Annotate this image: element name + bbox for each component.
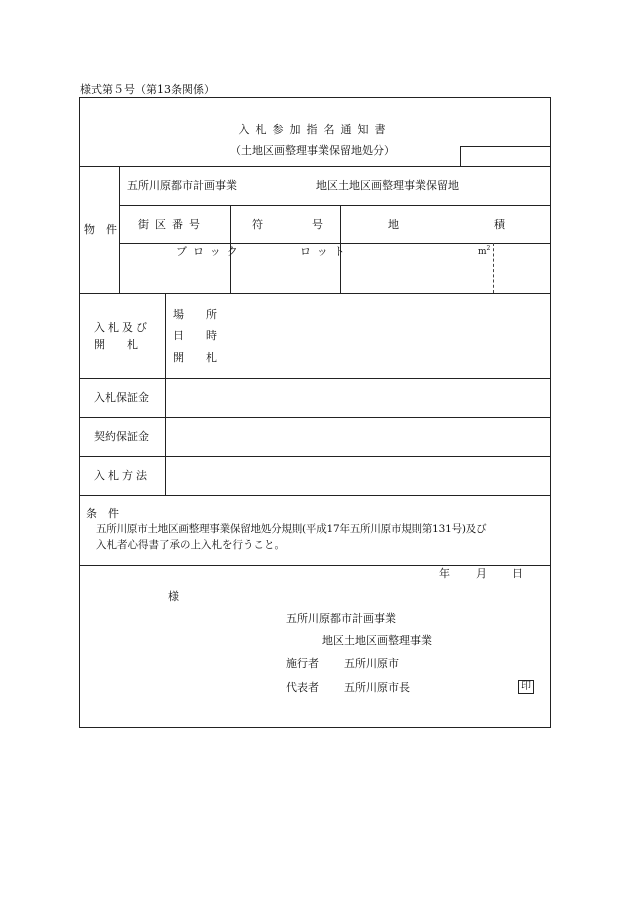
area-unit: $m^2$ xyxy=(478,245,491,257)
lot-unit: ロット xyxy=(300,245,351,258)
issuer-line2: 地区土地区画整理事業 xyxy=(322,634,432,647)
executor-name: 五所川原市 xyxy=(344,657,399,670)
bid-deposit-label: 入札保証金 xyxy=(94,391,149,404)
district-label: 地区土地区画整理事業保留地 xyxy=(316,179,459,192)
contract-deposit-label: 契約保証金 xyxy=(94,430,149,443)
date-day-label: 日 xyxy=(512,567,523,580)
bid-method-label: 入札方法 xyxy=(94,469,150,482)
date-month-label: 月 xyxy=(476,567,487,580)
symbol-header-a: 符 xyxy=(252,218,263,231)
block-number-header: 街区番号 xyxy=(138,218,206,231)
executor-label: 施行者 xyxy=(286,657,319,670)
bidding-label-line1: 入札及び xyxy=(94,321,150,334)
form-subtitle: （土地区画整理事業保留地処分） xyxy=(230,144,395,157)
form-number-label: 様式第５号（第13条関係） xyxy=(80,83,215,96)
area-header-b: 積 xyxy=(494,218,505,231)
addressee-suffix: 様 xyxy=(168,590,179,603)
bidding-label-line2: 開 札 xyxy=(94,338,138,351)
bid-datetime-label: 日 時 xyxy=(173,329,217,342)
project-name: 五所川原都市計画事業 xyxy=(127,179,237,192)
bid-place-label: 場 所 xyxy=(173,308,217,321)
block-unit: ブロック xyxy=(176,245,244,258)
issuer-line1: 五所川原都市計画事業 xyxy=(286,612,396,625)
area-header-a: 地 xyxy=(388,218,399,231)
representative-label: 代表者 xyxy=(286,681,319,694)
conditions-label: 条 件 xyxy=(86,507,119,520)
form-title: 入札参加指名通知書 xyxy=(238,123,392,136)
conditions-text-line2: 入札者心得書了承の上入札を行うこと。 xyxy=(96,539,285,551)
conditions-text-line1: 五所川原市土地区画整理事業保留地処分規則(平成17年五所川原市規則第131号)及び xyxy=(96,523,487,535)
representative-name: 五所川原市長 xyxy=(344,681,410,694)
symbol-header-b: 号 xyxy=(312,218,323,231)
bid-opening-label: 開 札 xyxy=(173,351,217,364)
date-year-label: 年 xyxy=(439,567,450,580)
seal-mark: 印 xyxy=(518,680,534,694)
property-label: 物 件 xyxy=(84,223,117,236)
